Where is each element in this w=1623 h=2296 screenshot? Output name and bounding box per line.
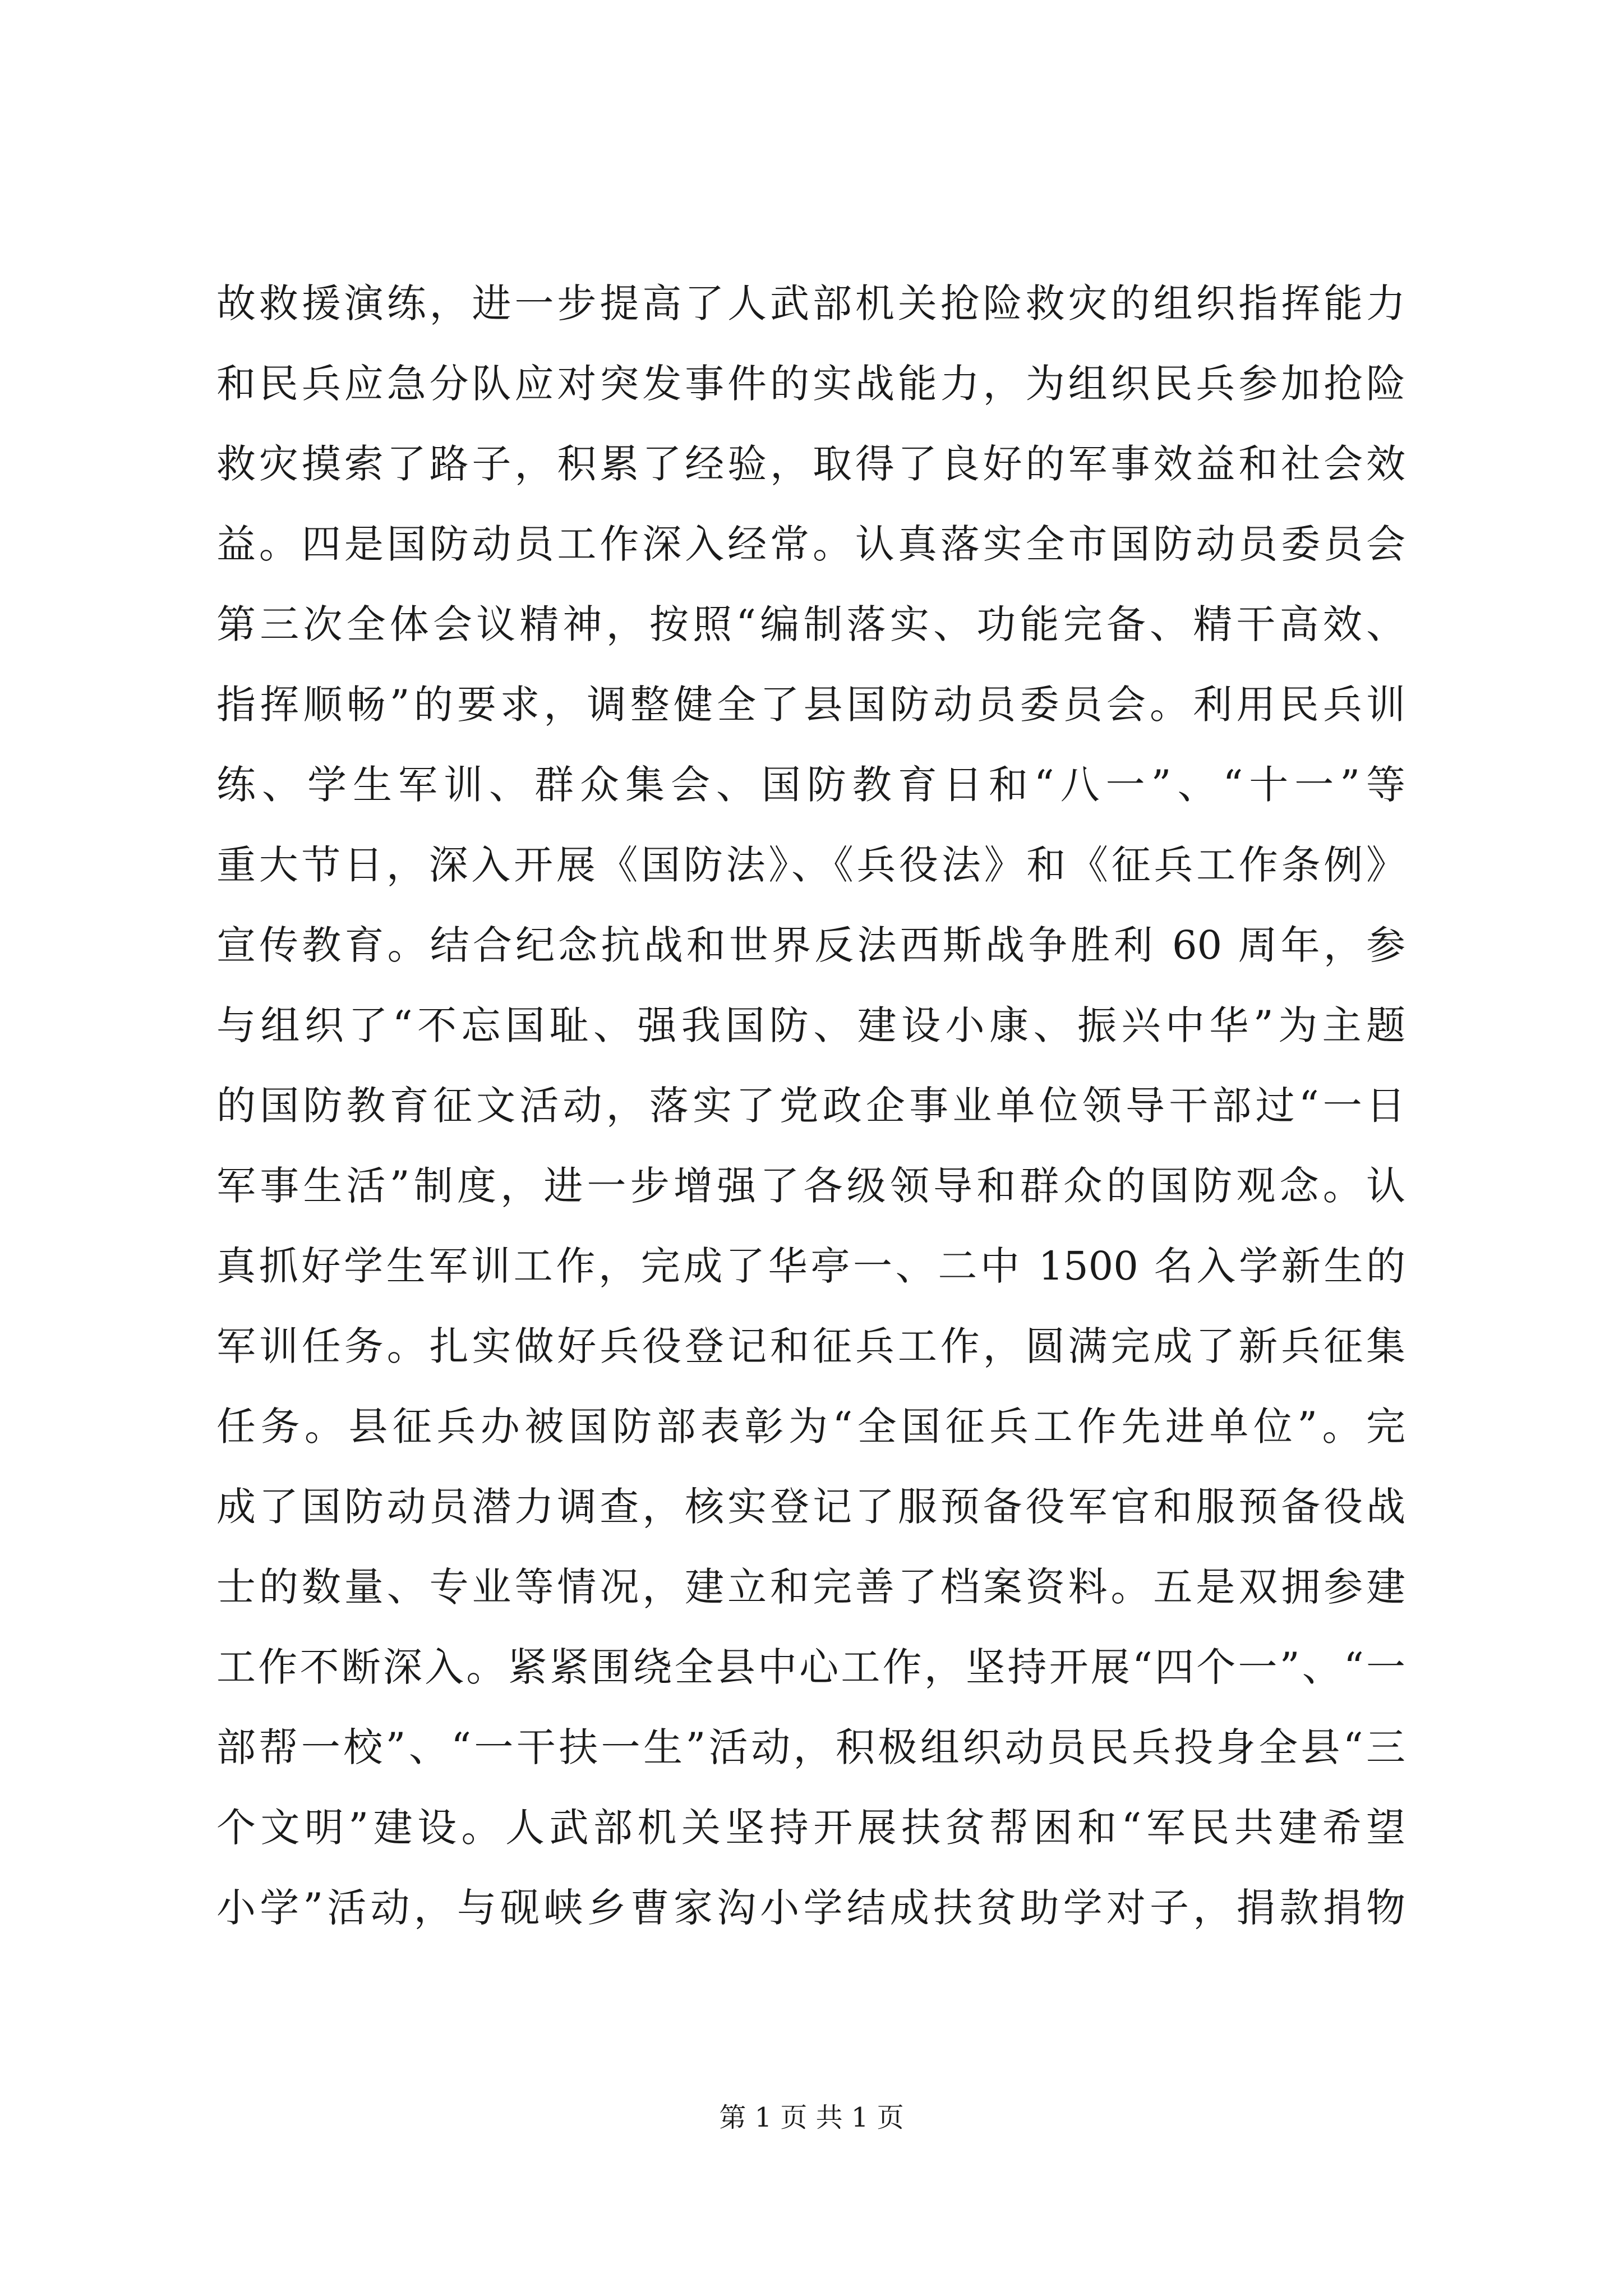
text-line: 指挥顺畅”的要求，调整健全了县国防动员委员会。利用民兵训 [216,682,1405,728]
text-line: 真抓好学生军训工作，完成了华亭一、二中 1500 名入学新生的 [216,1243,1405,1289]
text-line: 士的数量、专业等情况，建立和完善了档案资料。五是双拥参建 [216,1564,1405,1610]
text-line: 宣传教育。结合纪念抗战和世界反法西斯战争胜利 60 周年，参 [216,922,1405,968]
text-line: 军事生活”制度，进一步增强了各级领导和群众的国防观念。认 [216,1163,1405,1209]
text-line: 小学”活动，与砚峡乡曹家沟小学结成扶贫助学对子，捐款捐物 [216,1885,1405,1931]
text-line: 与组织了“不忘国耻、强我国防、建设小康、振兴中华”为主题 [216,1002,1405,1048]
text-line: 部帮一校”、“一干扶一生”活动，积极组织动员民兵投身全县“三 [216,1724,1405,1770]
text-line: 个文明”建设。人武部机关坚持开展扶贫帮困和“军民共建希望 [216,1805,1405,1851]
text-line: 救灾摸索了路子，积累了经验，取得了良好的军事效益和社会效 [216,441,1405,487]
text-line: 的国防教育征文活动，落实了党政企事业单位领导干部过“一日 [216,1083,1405,1129]
text-line: 第三次全体会议精神，按照“编制落实、功能完备、精干高效、 [216,601,1405,647]
text-line: 成了国防动员潜力调查，核实登记了服预备役军官和服预备役战 [216,1484,1405,1530]
text-line: 重大节日，深入开展《国防法》、《兵役法》和《征兵工作条例》 [216,842,1405,888]
body-paragraph [216,264,1405,1948]
text-line: 益。四是国防动员工作深入经常。认真落实全市国防动员委员会 [216,521,1405,567]
text-line: 故救援演练，进一步提高了人武部机关抢险救灾的组织指挥能力 [216,280,1405,326]
text-line: 练、学生军训、群众集会、国防教育日和“八一”、“十一”等 [216,762,1405,808]
text-line: 工作不断深入。紧紧围绕全县中心工作，坚持开展“四个一”、“一 [216,1644,1405,1690]
text-line: 任务。县征兵办被国防部表彰为“全国征兵工作先进单位”。完 [216,1404,1405,1450]
text-line: 和民兵应急分队应对突发事件的实战能力，为组织民兵参加抢险 [216,361,1405,407]
page-footer: 第 1 页 共 1 页 [719,2102,904,2133]
text-line: 军训任务。扎实做好兵役登记和征兵工作，圆满完成了新兵征集 [216,1323,1405,1369]
